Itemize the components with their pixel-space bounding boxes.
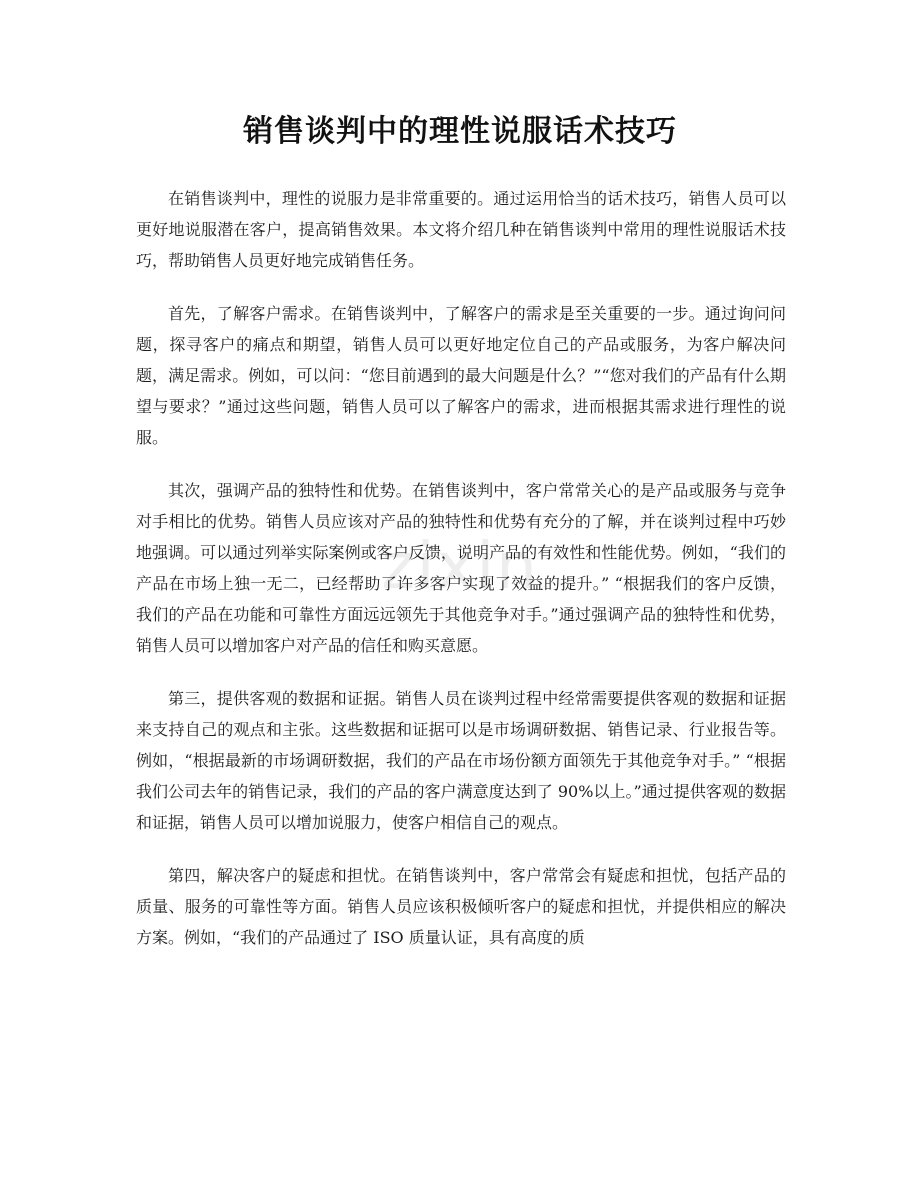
document-body [136, 183, 786, 975]
paragraph-product-advantages: 其次，强调产品的独特性和优势。在销售谈判中，客户常常关心的是产品或服务与竞争对手相比的优势。销售人员应该对产品的独特性和优势有充分的了解，并在谈判过程中巧妙地强调。可以通过列举实际案例或客户反馈，说明产品的有效性和性能优势。例如，“我们的产品在市场上独一无二，已经帮助了许多客户实现了效益的提升。” “根据我们的客户反馈，我们的产品在功能和可靠性方面远远领先于其他竞争对手。”通过强调产品的独特性和优势，销售人员可以增加客户对产品的信任和购买意愿。 [136, 481, 786, 655]
document-title: 销售谈判中的理性说服话术技巧 [243, 114, 677, 149]
paragraph-resolve-concerns: 第四，解决客户的疑虑和担忧。在销售谈判中，客户常常会有疑虑和担忧，包括产品的质量、服务的可靠性等方面。销售人员应该积极倾听客户的疑虑和担忧，并提供相应的解决方案。例如，“我们的产品通过了 ISO 质量认证，具有高度的质 [136, 866, 786, 947]
paragraph-intro: 在销售谈判中，理性的说服力是非常重要的。通过运用恰当的话术技巧，销售人员可以更好地说服潜在客户，提高销售效果。本文将介绍几种在销售谈判中常用的理性说服话术技巧，帮助销售人员更好地完成销售任务。 [136, 189, 786, 270]
watermark: zixin [381, 530, 539, 604]
paragraph-customer-needs: 首先，了解客户需求。在销售谈判中，了解客户的需求是至关重要的一步。通过询问问题，探寻客户的痛点和期望，销售人员可以更好地定位自己的产品或服务，为客户解决问题，满足需求。例如，可以问：“您目前遇到的最大问题是什么？”“您对我们的产品有什么期望与要求？”通过这些问题，销售人员可以了解客户的需求，进而根据其需求进行理性的说服。 [136, 304, 786, 447]
paragraph-objective-data: 第三，提供客观的数据和证据。销售人员在谈判过程中经常需要提供客观的数据和证据来支持自己的观点和主张。这些数据和证据可以是市场调研数据、销售记录、行业报告等。例如，“根据最新的市场调研数据，我们的产品在市场份额方面领先于其他竞争对手。” “根据我们公司去年的销售记录，我们的产品的客户满意度达到了 90%以上。”通过提供客观的数据和证据，销售人员可以增加说服力，使客户相信自己的观点。 [136, 689, 786, 832]
